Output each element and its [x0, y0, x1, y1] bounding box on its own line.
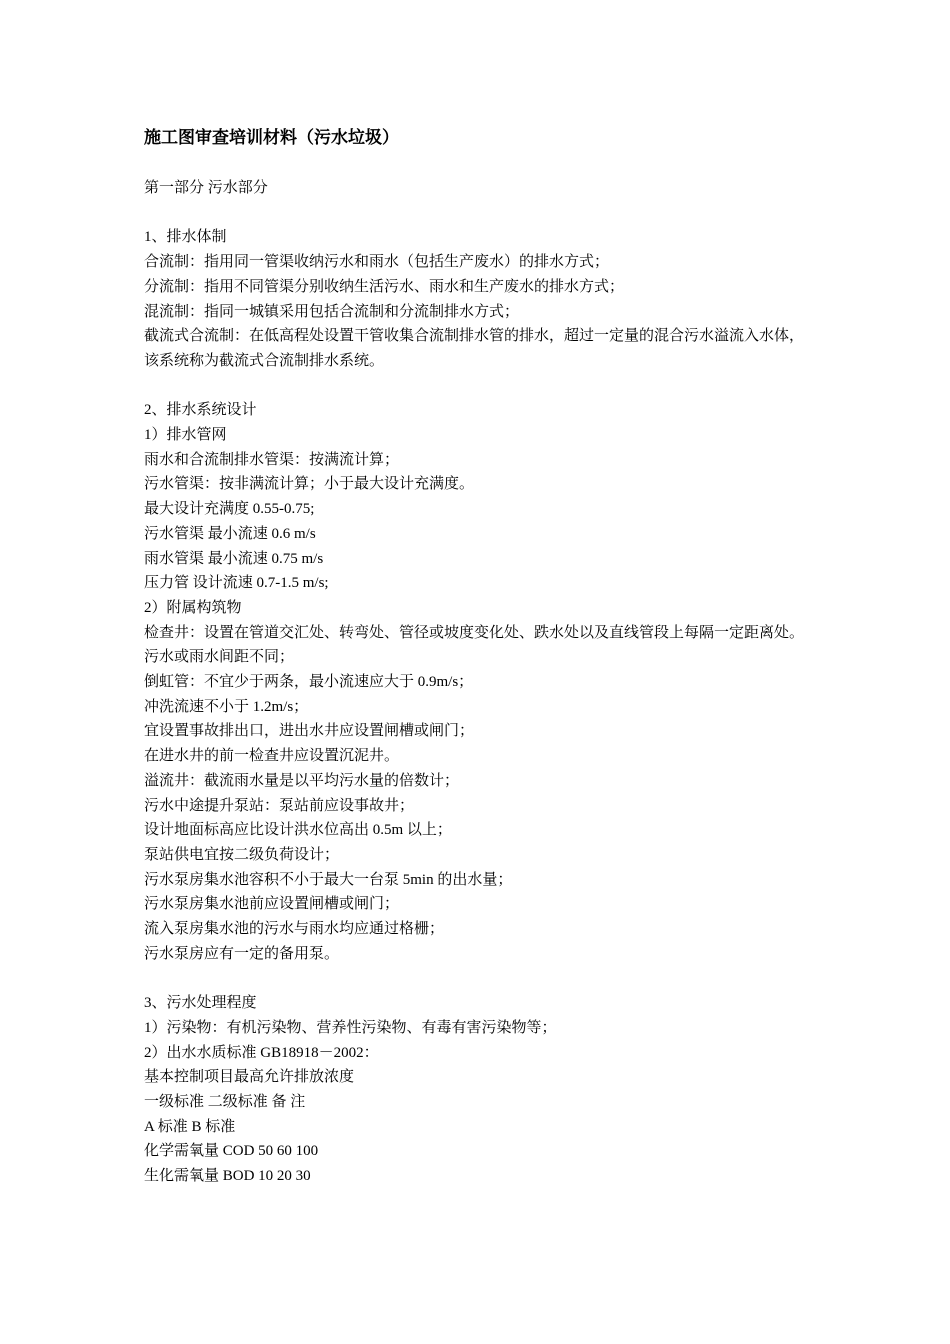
text-line: 分流制：指用不同管渠分别收纳生活污水、雨水和生产废水的排水方式；: [144, 278, 625, 295]
text-line: A 标准 B 标准: [144, 1118, 236, 1135]
text-line: 检查井：设置在管道交汇处、转弯处、管径或坡度变化处、跌水处以及直线管段上每隔一定距离处。: [144, 624, 805, 641]
paragraph-gap: [144, 374, 812, 399]
text-line: 混流制：指同一城镇采用包括合流制和分流制排水方式；: [144, 303, 520, 320]
text-line: 一级标准 二级标准 备 注: [144, 1093, 306, 1110]
text-line: 截流式合流制：在低高程处设置干管收集合流制排水管的排水，超过一定量的混合污水溢流入水体，该系统称为截流式合流制排水系统。: [144, 328, 805, 369]
subsection-heading: 1）排水管网: [144, 427, 227, 443]
text-line: 污水泵房集水池容积不小于最大一台泵 5min 的出水量；: [144, 871, 513, 888]
text-line: 在进水井的前一检查井应设置沉泥井。: [144, 748, 400, 765]
text-line: 倒虹管：不宜少于两条，最小流速应大于 0.9m/s；: [144, 674, 474, 691]
text-line: 设计地面标高应比设计洪水位高出 0.5m 以上；: [144, 822, 452, 839]
text-line: 基本控制项目最高允许排放浓度: [144, 1069, 355, 1086]
section-3-heading: 3、污水处理程度: [144, 995, 257, 1012]
text-line: 雨水管渠 最小流速 0.75 m/s: [144, 550, 324, 567]
paragraph-gap: [144, 966, 812, 991]
section-2-heading: 2、排水系统设计: [144, 402, 257, 419]
text-line: 污水泵房集水池前应设置闸槽或闸门；: [144, 896, 400, 913]
text-line: 污水泵房应有一定的备用泵。: [144, 945, 340, 962]
text-line: 溢流井：截流雨水量是以平均污水量的倍数计；: [144, 772, 460, 789]
text-line: 宜设置事故排出口，进出水井应设置闸槽或闸门；: [144, 723, 475, 740]
text-line: 冲洗流速不小于 1.2m/s；: [144, 698, 309, 715]
text-line: 污水管渠：按非满流计算；小于最大设计充满度。: [144, 476, 475, 493]
text-line: 污水或雨水间距不同；: [144, 649, 295, 666]
text-line: 雨水和合流制排水管渠：按满流计算；: [144, 451, 400, 468]
text-line: 污水管渠 最小流速 0.6 m/s: [144, 525, 316, 542]
document-title: 施工图审查培训材料（污水垃圾）: [144, 128, 399, 147]
document-body: [144, 176, 812, 1189]
text-line: 压力管 设计流速 0.7-1.5 m/s;: [144, 575, 329, 592]
section-1-heading: 1、排水体制: [144, 229, 227, 246]
text-line: 2）出水水质标准 GB18918－2002：: [144, 1044, 379, 1061]
text-line: 污水中途提升泵站：泵站前应设事故井；: [144, 797, 415, 814]
text-line: 化学需氧量 COD 50 60 100: [144, 1143, 319, 1160]
paragraph-gap: [144, 201, 812, 226]
text-line: 合流制：指用同一管渠收纳污水和雨水（包括生产废水）的排水方式；: [144, 254, 610, 271]
text-line: 生化需氧量 BOD 10 20 30: [144, 1168, 311, 1185]
text-line: 1）污染物：有机污染物、营养性污染物、有毒有害污染物等；: [144, 1019, 557, 1036]
subsection-heading: 2）附属构筑物: [144, 599, 242, 616]
part-heading: 第一部分 污水部分: [144, 180, 268, 196]
text-line: 流入泵房集水池的污水与雨水均应通过格栅；: [144, 921, 445, 938]
text-line: 泵站供电宜按二级负荷设计；: [144, 846, 340, 863]
text-line: 最大设计充满度 0.55-0.75;: [144, 501, 315, 518]
